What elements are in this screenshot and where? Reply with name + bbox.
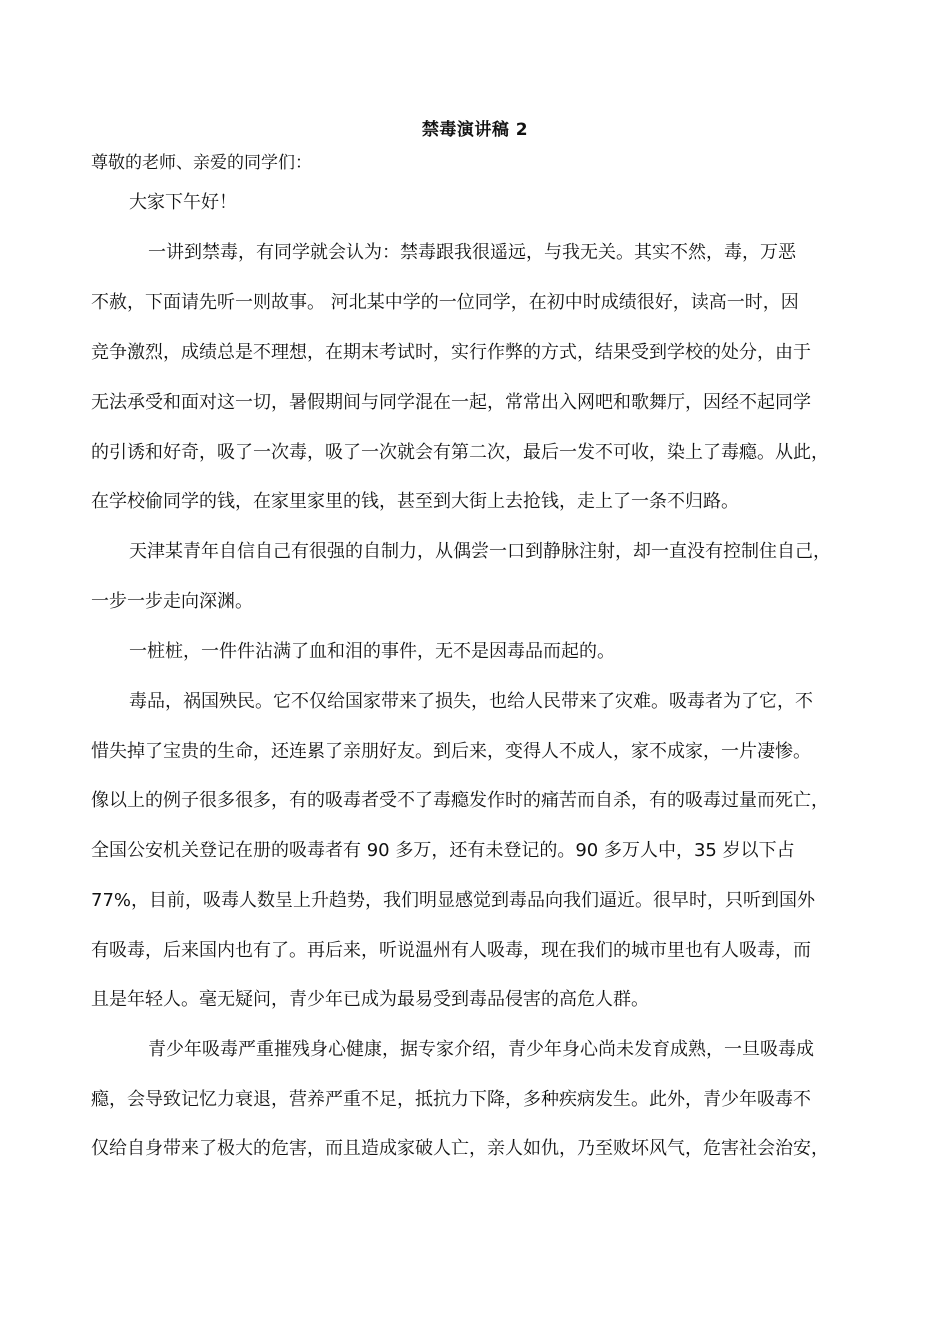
paragraph-line: 且是年轻人。毫无疑问，青少年已成为最易受到毒品侵害的高危人群。 — [91, 989, 649, 1010]
document-title: 禁毒演讲稿 2 — [421, 120, 529, 140]
paragraph-line: 全国公安机关登记在册的吸毒者有 90 多万，还有未登记的。90 多万人中，35 岁以下占 — [91, 840, 795, 861]
paragraph-line: 在学校偷同学的钱，在家里家里的钱，甚至到大街上去抢钱，走上了一条不归路。 — [91, 491, 739, 512]
paragraph-line: 仅给自身带来了极大的危害，而且造成家破人亡，亲人如仇，乃至败坏风气，危害社会治安， — [91, 1138, 829, 1159]
salutation: 尊敬的老师、亲爱的同学们： — [91, 153, 312, 173]
greeting: 大家下午好！ — [129, 192, 237, 213]
paragraph-line: 竞争激烈，成绩总是不理想，在期末考试时，实行作弊的方式，结果受到学校的处分，由于 — [91, 342, 811, 363]
paragraph-line: 惜失掉了宝贵的生命，还连累了亲朋好友。到后来，变得人不成人，家不成家，一片凄惨。 — [91, 741, 811, 762]
paragraph-line: 毒品，祸国殃民。它不仅给国家带来了损失，也给人民带来了灾难。吸毒者为了它，不 — [129, 691, 813, 712]
paragraph-line: 瘾，会导致记忆力衰退，营养严重不足，抵抗力下降，多种疾病发生。此外，青少年吸毒不 — [91, 1089, 811, 1110]
paragraph-line: 一桩桩，一件件沾满了血和泪的事件，无不是因毒品而起的。 — [129, 641, 615, 662]
paragraph-line: 一讲到禁毒，有同学就会认为：禁毒跟我很遥远，与我无关。其实不然，毒，万恶 — [148, 242, 796, 263]
paragraph-line: 天津某青年自信自己有很强的自制力，从偶尝一口到静脉注射，却一直没有控制住自己， — [129, 541, 831, 562]
paragraph-line: 像以上的例子很多很多，有的吸毒者受不了毒瘾发作时的痛苦而自杀，有的吸毒过量而死亡， — [91, 790, 829, 811]
paragraph-line: 无法承受和面对这一切，暑假期间与同学混在一起，常常出入网吧和歌舞厅，因经不起同学 — [91, 392, 811, 413]
paragraph-line: 青少年吸毒严重摧残身心健康，据专家介绍，青少年身心尚未发育成熟，一旦吸毒成 — [148, 1039, 814, 1060]
paragraph-line: 的引诱和好奇，吸了一次毒，吸了一次就会有第二次，最后一发不可收，染上了毒瘾。从此， — [91, 442, 829, 463]
paragraph-line: 不赦，下面请先听一则故事。 河北某中学的一位同学，在初中时成绩很好，读高一时，因 — [91, 292, 799, 313]
paragraph-line: 有吸毒，后来国内也有了。再后来，听说温州有人吸毒，现在我们的城市里也有人吸毒，而 — [91, 940, 811, 961]
paragraph-line: 一步一步走向深渊。 — [91, 591, 253, 612]
paragraph-line: 77%，目前，吸毒人数呈上升趋势，我们明显感觉到毒品向我们逼近。很早时，只听到国外 — [91, 890, 816, 911]
